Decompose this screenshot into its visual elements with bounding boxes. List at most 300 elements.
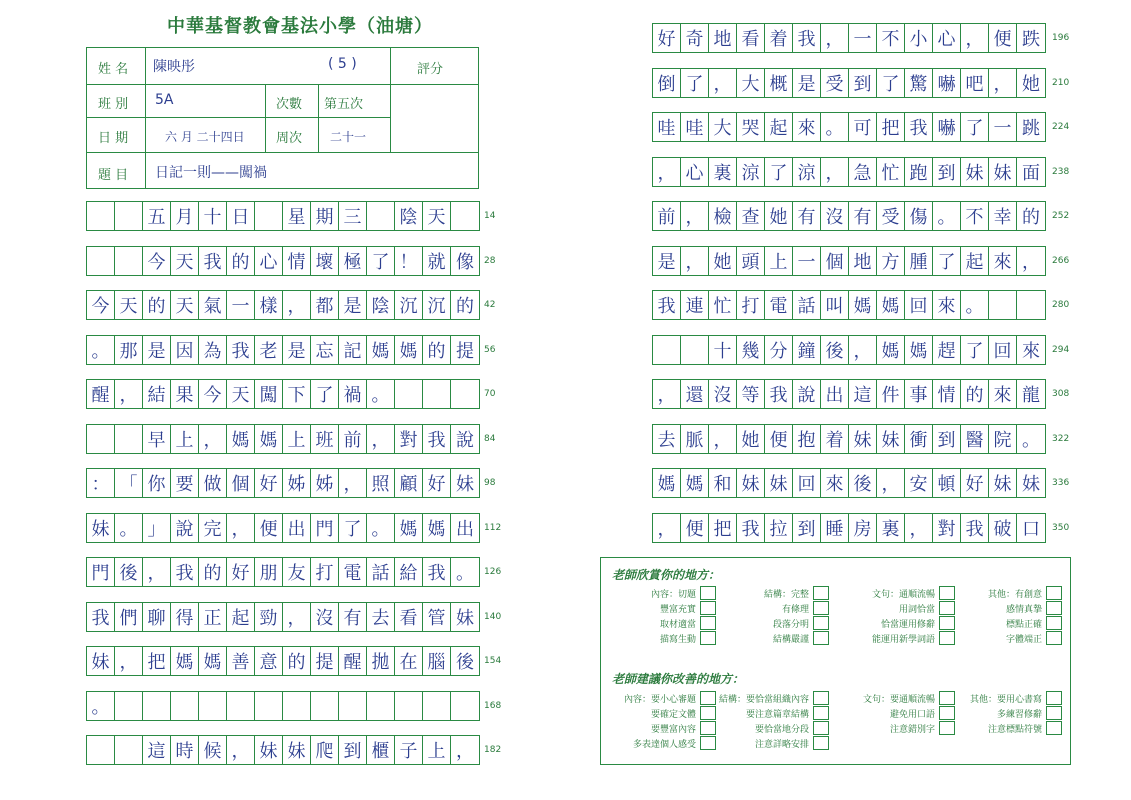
checkbox[interactable] <box>813 691 829 705</box>
grid-cell: 媽 <box>423 514 451 542</box>
grid-cell: 友 <box>283 558 311 586</box>
grid-cell: 她 <box>737 425 765 453</box>
grid-row <box>652 424 1046 454</box>
grid-cell: ， <box>821 158 849 186</box>
grid-cell: 衝 <box>905 425 933 453</box>
grid-cell: ， <box>143 558 171 586</box>
grid-cell: 好 <box>227 558 255 586</box>
grid-cell: 那 <box>115 336 143 364</box>
grid-cell: 完 <box>199 514 227 542</box>
grid-cell: 面 <box>1022 162 1040 184</box>
grid-cell: ！ <box>395 247 423 275</box>
week-label: 周次 <box>276 131 303 146</box>
grid-cell: 我 <box>653 291 681 319</box>
grid-cell: 我 <box>765 380 793 408</box>
evaluation-item <box>950 616 1062 630</box>
checkbox[interactable] <box>1046 586 1062 600</box>
evaluation-item <box>950 721 1062 735</box>
grid-cell: 媽 <box>849 291 877 319</box>
grid-cell: 說 <box>793 380 821 408</box>
grid-cell: ， <box>227 736 255 764</box>
evaluation-item-label: 字體端正 <box>1005 634 1042 645</box>
grid-cell: 後 <box>849 469 877 497</box>
grid-cell: 回 <box>989 336 1017 364</box>
grid-cell: 天 <box>115 291 143 319</box>
evaluation-item-label: 感情真摯 <box>1005 604 1042 615</box>
grid-cell: 媽 <box>171 647 199 675</box>
grid-cell: 說 <box>456 429 474 451</box>
grid-row <box>86 246 480 276</box>
checkbox[interactable] <box>813 631 829 645</box>
form-divider <box>86 117 390 118</box>
grid-cell: 櫃 <box>367 736 395 764</box>
grid-cell: 今 <box>199 380 227 408</box>
grid-cell: 做 <box>199 469 227 497</box>
grid-cell: 。 <box>115 514 143 542</box>
grid-cell: 嚇 <box>933 69 961 97</box>
grid-cell: 小 <box>905 24 933 52</box>
form-divider <box>86 84 390 85</box>
char-count: 168 <box>484 700 502 711</box>
char-count: 238 <box>1052 166 1070 177</box>
grid-cell: 妹 <box>283 736 311 764</box>
grid-cell: ， <box>905 514 933 542</box>
grid-cell: 出 <box>456 518 474 540</box>
grid-cell: 哭 <box>737 113 765 141</box>
grid-cell: 可 <box>849 113 877 141</box>
grid-cell: 了 <box>877 69 905 97</box>
praise-heading: 老師欣賞你的地方： <box>612 568 721 582</box>
form-divider <box>390 84 479 85</box>
checkbox[interactable] <box>700 586 716 600</box>
grid-cell: 了 <box>933 247 961 275</box>
grid-cell: 日 <box>227 202 255 230</box>
grid-cell <box>255 202 283 230</box>
grid-cell: 等 <box>737 380 765 408</box>
grid-cell: 沉 <box>423 291 451 319</box>
evaluation-item-label: 注意錯別字 <box>889 724 935 735</box>
grid-cell: 了 <box>367 247 395 275</box>
grid-cell: 十 <box>709 336 737 364</box>
grid-cell: 你 <box>143 469 171 497</box>
checkbox[interactable] <box>700 691 716 705</box>
grid-cell: 門 <box>87 558 115 586</box>
evaluation-item-label: 要恰當地分段 <box>754 724 809 735</box>
grid-cell: 裏 <box>877 514 905 542</box>
evaluation-item <box>717 601 829 615</box>
grid-cell: 個 <box>227 469 255 497</box>
topic-value: 日記一則——闖禍 <box>155 165 267 181</box>
grid-cell: 星 <box>283 202 311 230</box>
grid-cell <box>395 692 423 720</box>
evaluation-item-label: 恰當運用修辭 <box>880 619 935 630</box>
grid-cell: 在 <box>395 647 423 675</box>
grid-cell: 去 <box>653 425 681 453</box>
checkbox[interactable] <box>700 706 716 720</box>
grid-cell: 期 <box>311 202 339 230</box>
evaluation-item-label: 結構：完整 <box>763 589 809 600</box>
grid-cell: 吧 <box>961 69 989 97</box>
grid-cell: 提 <box>311 647 339 675</box>
grid-cell: 龍 <box>1022 385 1040 406</box>
grid-cell: 媽 <box>905 336 933 364</box>
form-divider <box>390 47 391 152</box>
grid-cell: 哇 <box>681 113 709 141</box>
grid-cell: 好 <box>653 24 681 52</box>
evaluation-item <box>843 721 955 735</box>
grid-cell: 出 <box>283 514 311 542</box>
grid-cell <box>367 692 395 720</box>
grid-cell: ， <box>199 425 227 453</box>
grid-cell: 今 <box>143 247 171 275</box>
checkbox[interactable] <box>813 586 829 600</box>
grid-cell: 的 <box>1022 207 1040 228</box>
grid-row <box>652 246 1046 276</box>
grid-cell: 檢 <box>709 202 737 230</box>
char-count: 294 <box>1052 344 1070 355</box>
grid-row <box>86 513 480 543</box>
grid-row <box>86 646 480 676</box>
grid-cell: 叫 <box>821 291 849 319</box>
evaluation-item-label: 要確定文體 <box>650 709 696 720</box>
grid-cell: 。 <box>367 514 395 542</box>
grid-cell: 。 <box>367 380 395 408</box>
grid-cell: 了 <box>311 380 339 408</box>
grid-cell: 她 <box>765 202 793 230</box>
grid-cell: 倒 <box>653 69 681 97</box>
grid-cell: 是 <box>793 69 821 97</box>
grid-cell: 一 <box>849 24 877 52</box>
checkbox[interactable] <box>700 631 716 645</box>
checkbox[interactable] <box>1046 721 1062 735</box>
grid-cell: 姊 <box>311 469 339 497</box>
grid-cell: 有 <box>849 202 877 230</box>
grid-cell: ， <box>283 603 311 631</box>
evaluation-item-label: 標點正確 <box>1005 619 1042 630</box>
char-count: 70 <box>484 389 496 399</box>
grid-cell: 照 <box>367 469 395 497</box>
grid-cell: 天 <box>171 247 199 275</box>
grid-cell: 來 <box>933 291 961 319</box>
grid-cell: 善 <box>227 647 255 675</box>
evaluation-item <box>604 721 716 735</box>
evaluation-item <box>843 706 955 720</box>
grid-cell: 忙 <box>877 158 905 186</box>
evaluation-item-label: 取材適當 <box>659 619 696 630</box>
evaluation-item-label: 內容：切題 <box>650 589 696 600</box>
grid-cell: 勁 <box>255 603 283 631</box>
grid-cell: 妹 <box>255 736 283 764</box>
grid-cell <box>311 692 339 720</box>
evaluation-item <box>950 706 1062 720</box>
grid-cell: 跑 <box>905 158 933 186</box>
grid-cell: 好 <box>255 469 283 497</box>
grid-cell: 妹 <box>87 647 115 675</box>
evaluation-item <box>604 691 716 705</box>
grid-cell: 媽 <box>877 291 905 319</box>
char-count: 224 <box>1052 122 1070 132</box>
grid-row <box>652 23 1046 53</box>
grid-cell: 對 <box>395 425 423 453</box>
grid-cell: 我 <box>793 24 821 52</box>
evaluation-item-label: 要豐富內容 <box>650 724 696 735</box>
grid-cell: 陰 <box>395 202 423 230</box>
grid-cell: 媽 <box>367 336 395 364</box>
grid-cell <box>199 692 227 720</box>
grid-cell <box>87 425 115 453</box>
grid-cell: 因 <box>171 336 199 364</box>
grid-cell: 到 <box>849 69 877 97</box>
grid-row <box>86 290 480 320</box>
grid-cell: 概 <box>765 69 793 97</box>
grid-cell: 的 <box>199 558 227 586</box>
grid-cell: 提 <box>456 340 474 362</box>
grid-cell: 好 <box>961 469 989 497</box>
grid-cell: 媽 <box>255 425 283 453</box>
grid-cell <box>115 202 143 230</box>
grid-cell: ， <box>681 202 709 230</box>
evaluation-item <box>950 691 1062 705</box>
grid-cell: 奇 <box>681 24 709 52</box>
grid-cell: 話 <box>793 291 821 319</box>
grid-cell: 得 <box>171 603 199 631</box>
evaluation-item-label: 避免用口語 <box>889 709 935 720</box>
evaluation-item-label: 描寫生動 <box>659 634 696 645</box>
grid-cell: 結 <box>143 380 171 408</box>
grid-cell: 個 <box>821 247 849 275</box>
grid-cell: 天 <box>171 291 199 319</box>
grid-cell: 起 <box>961 247 989 275</box>
grid-cell: ， <box>653 158 681 186</box>
grid-cell: 」 <box>143 514 171 542</box>
checkbox[interactable] <box>813 706 829 720</box>
grid-cell: 管 <box>423 603 451 631</box>
grid-cell <box>451 380 479 408</box>
evaluation-item <box>717 706 829 720</box>
checkbox[interactable] <box>700 601 716 615</box>
grid-cell: 妹 <box>87 514 115 542</box>
evaluation-item-label: 文句：要通順流暢 <box>862 694 935 705</box>
grid-cell: ， <box>1022 251 1040 273</box>
checkbox[interactable] <box>1046 631 1062 645</box>
grid-cell <box>989 291 1017 319</box>
grid-cell: 了 <box>765 158 793 186</box>
grid-cell: 媽 <box>199 647 227 675</box>
evaluation-item <box>843 691 955 705</box>
grid-cell: 我 <box>227 336 255 364</box>
grid-cell: 的 <box>143 291 171 319</box>
checkbox[interactable] <box>813 601 829 615</box>
grid-cell: 後 <box>821 336 849 364</box>
grid-cell: 正 <box>199 603 227 631</box>
grid-cell: ， <box>709 69 737 97</box>
grid-cell: 她 <box>709 247 737 275</box>
grid-cell <box>451 692 479 720</box>
grid-cell: 受 <box>877 202 905 230</box>
grid-cell: 上 <box>765 247 793 275</box>
grid-cell: 電 <box>339 558 367 586</box>
checkbox[interactable] <box>813 616 829 630</box>
evaluation-item <box>717 691 829 705</box>
grid-cell: 心 <box>933 24 961 52</box>
grid-cell: 「 <box>115 469 143 497</box>
grid-cell: 為 <box>199 336 227 364</box>
grid-cell: 醒 <box>339 647 367 675</box>
evaluation-item-label: 多練習修辭 <box>996 709 1042 720</box>
grid-cell: 便 <box>765 425 793 453</box>
grid-cell: 早 <box>143 425 171 453</box>
grid-cell: 是 <box>653 247 681 275</box>
checkbox[interactable] <box>700 616 716 630</box>
checkbox[interactable] <box>1046 616 1062 630</box>
grid-cell: 姊 <box>283 469 311 497</box>
grid-cell: 來 <box>793 113 821 141</box>
grid-cell: 着 <box>821 425 849 453</box>
checkbox[interactable] <box>813 721 829 735</box>
char-count: 154 <box>484 656 502 666</box>
grid-cell: 安 <box>905 469 933 497</box>
evaluation-item <box>717 736 829 750</box>
checkbox[interactable] <box>1046 601 1062 615</box>
grid-cell: 鐘 <box>793 336 821 364</box>
grid-cell: 氣 <box>199 291 227 319</box>
checkbox[interactable] <box>813 736 829 750</box>
grid-cell <box>115 736 143 764</box>
grid-cell: 十 <box>199 202 227 230</box>
grid-cell: 事 <box>905 380 933 408</box>
grid-cell: 媽 <box>227 425 255 453</box>
grid-cell: 妹 <box>456 474 474 495</box>
grid-cell: 分 <box>765 336 793 364</box>
evaluation-item <box>717 631 829 645</box>
grid-cell: 前 <box>339 425 367 453</box>
grid-cell: 了 <box>961 113 989 141</box>
grid-cell: 媽 <box>395 514 423 542</box>
grid-cell: 到 <box>793 514 821 542</box>
evaluation-item <box>717 721 829 735</box>
class-value: 5A <box>155 92 174 108</box>
grid-cell: 不 <box>961 202 989 230</box>
grid-cell: 了 <box>681 69 709 97</box>
grid-cell: 媽 <box>395 336 423 364</box>
class-label: 班 別 <box>98 97 129 112</box>
name-value: 陳映彤 <box>153 59 195 75</box>
grid-cell: 一 <box>793 247 821 275</box>
grid-cell: ， <box>877 469 905 497</box>
grid-cell: 把 <box>143 647 171 675</box>
grid-cell: 說 <box>171 514 199 542</box>
grid-cell <box>423 692 451 720</box>
grid-cell: 看 <box>395 603 423 631</box>
grid-cell: 把 <box>877 113 905 141</box>
grid-cell: 像 <box>456 251 474 273</box>
grid-cell: 朋 <box>255 558 283 586</box>
grid-cell: 。 <box>961 291 989 319</box>
checkbox[interactable] <box>1046 706 1062 720</box>
grid-cell: ， <box>227 514 255 542</box>
grid-row <box>652 157 1046 187</box>
grid-cell <box>171 692 199 720</box>
grid-cell: 這 <box>143 736 171 764</box>
grid-cell: 這 <box>849 380 877 408</box>
grid-cell: 不 <box>877 24 905 52</box>
grid-cell: 到 <box>339 736 367 764</box>
grid-cell: 地 <box>849 247 877 275</box>
grid-cell: 我 <box>199 247 227 275</box>
grid-row <box>86 335 480 365</box>
grid-cell: 的 <box>283 647 311 675</box>
score-label: 評分 <box>417 62 444 77</box>
grid-cell: 媽 <box>681 469 709 497</box>
evaluation-item-label: 能運用新學詞語 <box>871 634 935 645</box>
char-count: 56 <box>484 344 496 355</box>
evaluation-item <box>604 736 716 750</box>
grid-cell: 了 <box>339 514 367 542</box>
grid-cell: 忙 <box>709 291 737 319</box>
checkbox[interactable] <box>1046 691 1062 705</box>
evaluation-item-label: 注意詳略安排 <box>754 739 809 750</box>
grid-row <box>652 379 1046 409</box>
grid-cell: 去 <box>367 603 395 631</box>
grid-cell: 極 <box>339 247 367 275</box>
grid-cell: ， <box>709 425 737 453</box>
evaluation-item-label: 文句：通順流暢 <box>871 589 935 600</box>
grid-cell: 的 <box>423 336 451 364</box>
grid-cell: 情 <box>933 380 961 408</box>
grid-cell: 幸 <box>989 202 1017 230</box>
grid-cell: ， <box>653 514 681 542</box>
form-divider <box>145 47 146 189</box>
grid-cell: 腦 <box>423 647 451 675</box>
grid-cell <box>115 692 143 720</box>
grid-cell: 時 <box>171 736 199 764</box>
grid-row <box>86 424 480 454</box>
grid-cell: 對 <box>933 514 961 542</box>
checkbox[interactable] <box>700 736 716 750</box>
checkbox[interactable] <box>700 721 716 735</box>
grid-cell: 頓 <box>933 469 961 497</box>
grid-cell: 口 <box>1022 518 1040 540</box>
grid-cell: 妹 <box>1022 474 1040 495</box>
grid-row <box>652 68 1046 98</box>
grid-cell <box>423 380 451 408</box>
grid-cell: 。 <box>87 336 115 364</box>
grid-cell: 哇 <box>653 113 681 141</box>
grid-cell: 今 <box>87 291 115 319</box>
grid-cell: 妹 <box>961 158 989 186</box>
grid-cell: 。 <box>1022 429 1040 451</box>
date-label: 日 期 <box>98 131 129 146</box>
grid-row <box>652 335 1046 365</box>
grid-cell: 。 <box>821 113 849 141</box>
evaluation-item <box>717 616 829 630</box>
grid-cell: 頭 <box>737 247 765 275</box>
grid-cell: 媽 <box>653 469 681 497</box>
grid-cell: 起 <box>227 603 255 631</box>
char-count: 42 <box>484 300 496 310</box>
evaluation-item <box>843 616 955 630</box>
evaluation-item-label: 有條理 <box>781 604 809 615</box>
grid-cell: 大 <box>709 113 737 141</box>
grid-cell: 天 <box>423 202 451 230</box>
grid-cell <box>395 380 423 408</box>
grid-cell: 來 <box>989 247 1017 275</box>
char-count: 280 <box>1052 300 1070 310</box>
evaluation-item-label: 用詞恰當 <box>898 604 935 615</box>
evaluation-item <box>604 616 716 630</box>
grid-cell: 地 <box>709 24 737 52</box>
grid-cell: 和 <box>709 469 737 497</box>
